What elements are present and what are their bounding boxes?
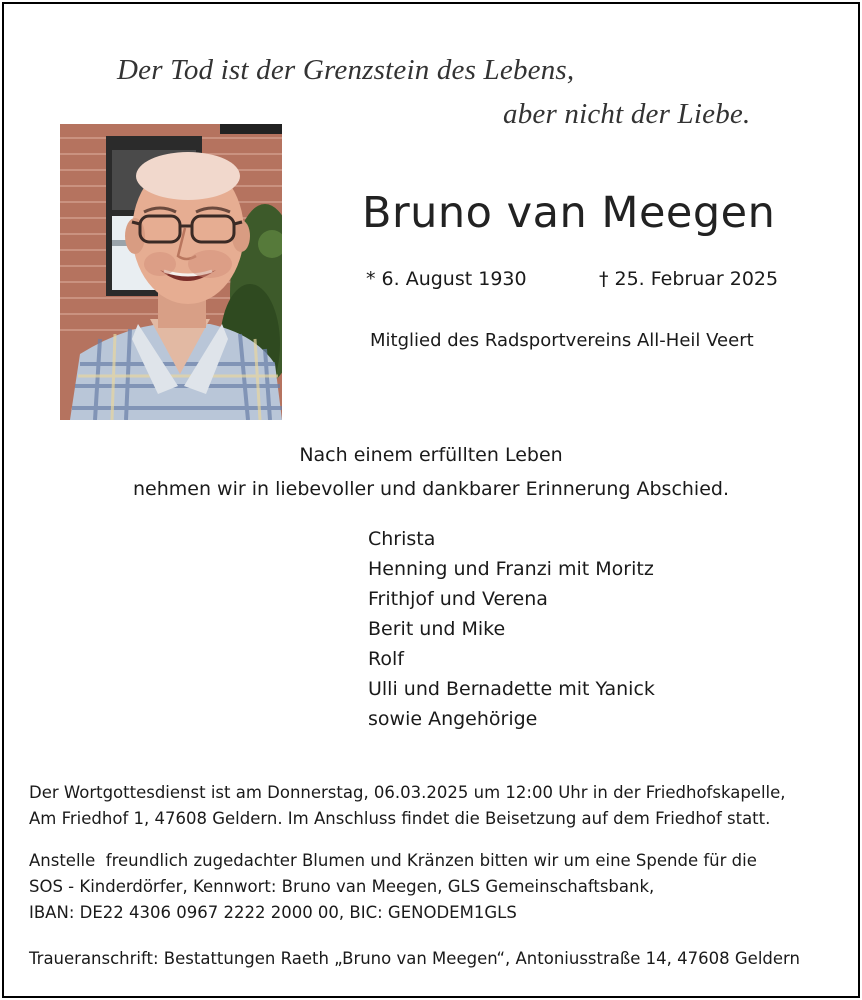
mourner-item: Berit und Mike xyxy=(368,618,506,640)
donation-line-1: Anstelle freundlich zugedachter Blumen und Kränzen bitten wir um eine Spende für die xyxy=(29,851,757,870)
portrait-photo xyxy=(60,124,282,420)
donation-line-3: IBAN: DE22 4306 0967 2222 2000 00, BIC: GENODEM1GLS xyxy=(29,903,517,922)
service-info xyxy=(29,780,786,832)
closing-line-1: Nach einem erfüllten Leben xyxy=(299,444,563,466)
death-date-line xyxy=(599,268,778,290)
service-line-1: Der Wortgottesdienst ist am Donnerstag, 06.03.2025 um 12:00 Uhr in der Friedhofskapelle, xyxy=(29,783,786,802)
quote-line-1: Der Tod ist der Grenzstein des Lebens, xyxy=(117,54,575,86)
mourner-item: Frithjof und Verena xyxy=(368,588,548,610)
mourner-item: Ulli und Bernadette mit Yanick xyxy=(368,678,655,700)
death-date: 25. Februar 2025 xyxy=(614,268,779,290)
membership-text: Mitglied des Radsportvereins All-Heil Veert xyxy=(370,330,754,351)
mourners-list xyxy=(368,524,655,734)
closing-line-2: nehmen wir in liebevoller und dankbarer Erinnerung Abschied. xyxy=(133,478,729,500)
mourning-address: Traueranschrift: Bestattungen Raeth „Bruno van Meegen“, Antoniusstraße 14, 47608 Geldern xyxy=(29,949,800,968)
donation-info xyxy=(29,848,757,926)
mourner-item: sowie Angehörige xyxy=(368,708,538,730)
cross-icon: † xyxy=(599,268,609,290)
quote-line-2: aber nicht der Liebe. xyxy=(503,98,751,130)
mourner-item: Henning und Franzi mit Moritz xyxy=(368,558,654,580)
mourner-item: Christa xyxy=(368,528,436,550)
obituary-card xyxy=(2,2,860,998)
birth-date: * 6. August 1930 xyxy=(366,268,527,290)
mourner-item: Rolf xyxy=(368,648,404,670)
service-line-2: Am Friedhof 1, 47608 Geldern. Im Anschluss findet die Beisetzung auf dem Friedhof statt. xyxy=(29,809,771,828)
donation-line-2: SOS - Kinderdörfer, Kennwort: Bruno van Meegen, GLS Gemeinschaftsbank, xyxy=(29,877,655,896)
deceased-name: Bruno van Meegen xyxy=(362,188,776,238)
